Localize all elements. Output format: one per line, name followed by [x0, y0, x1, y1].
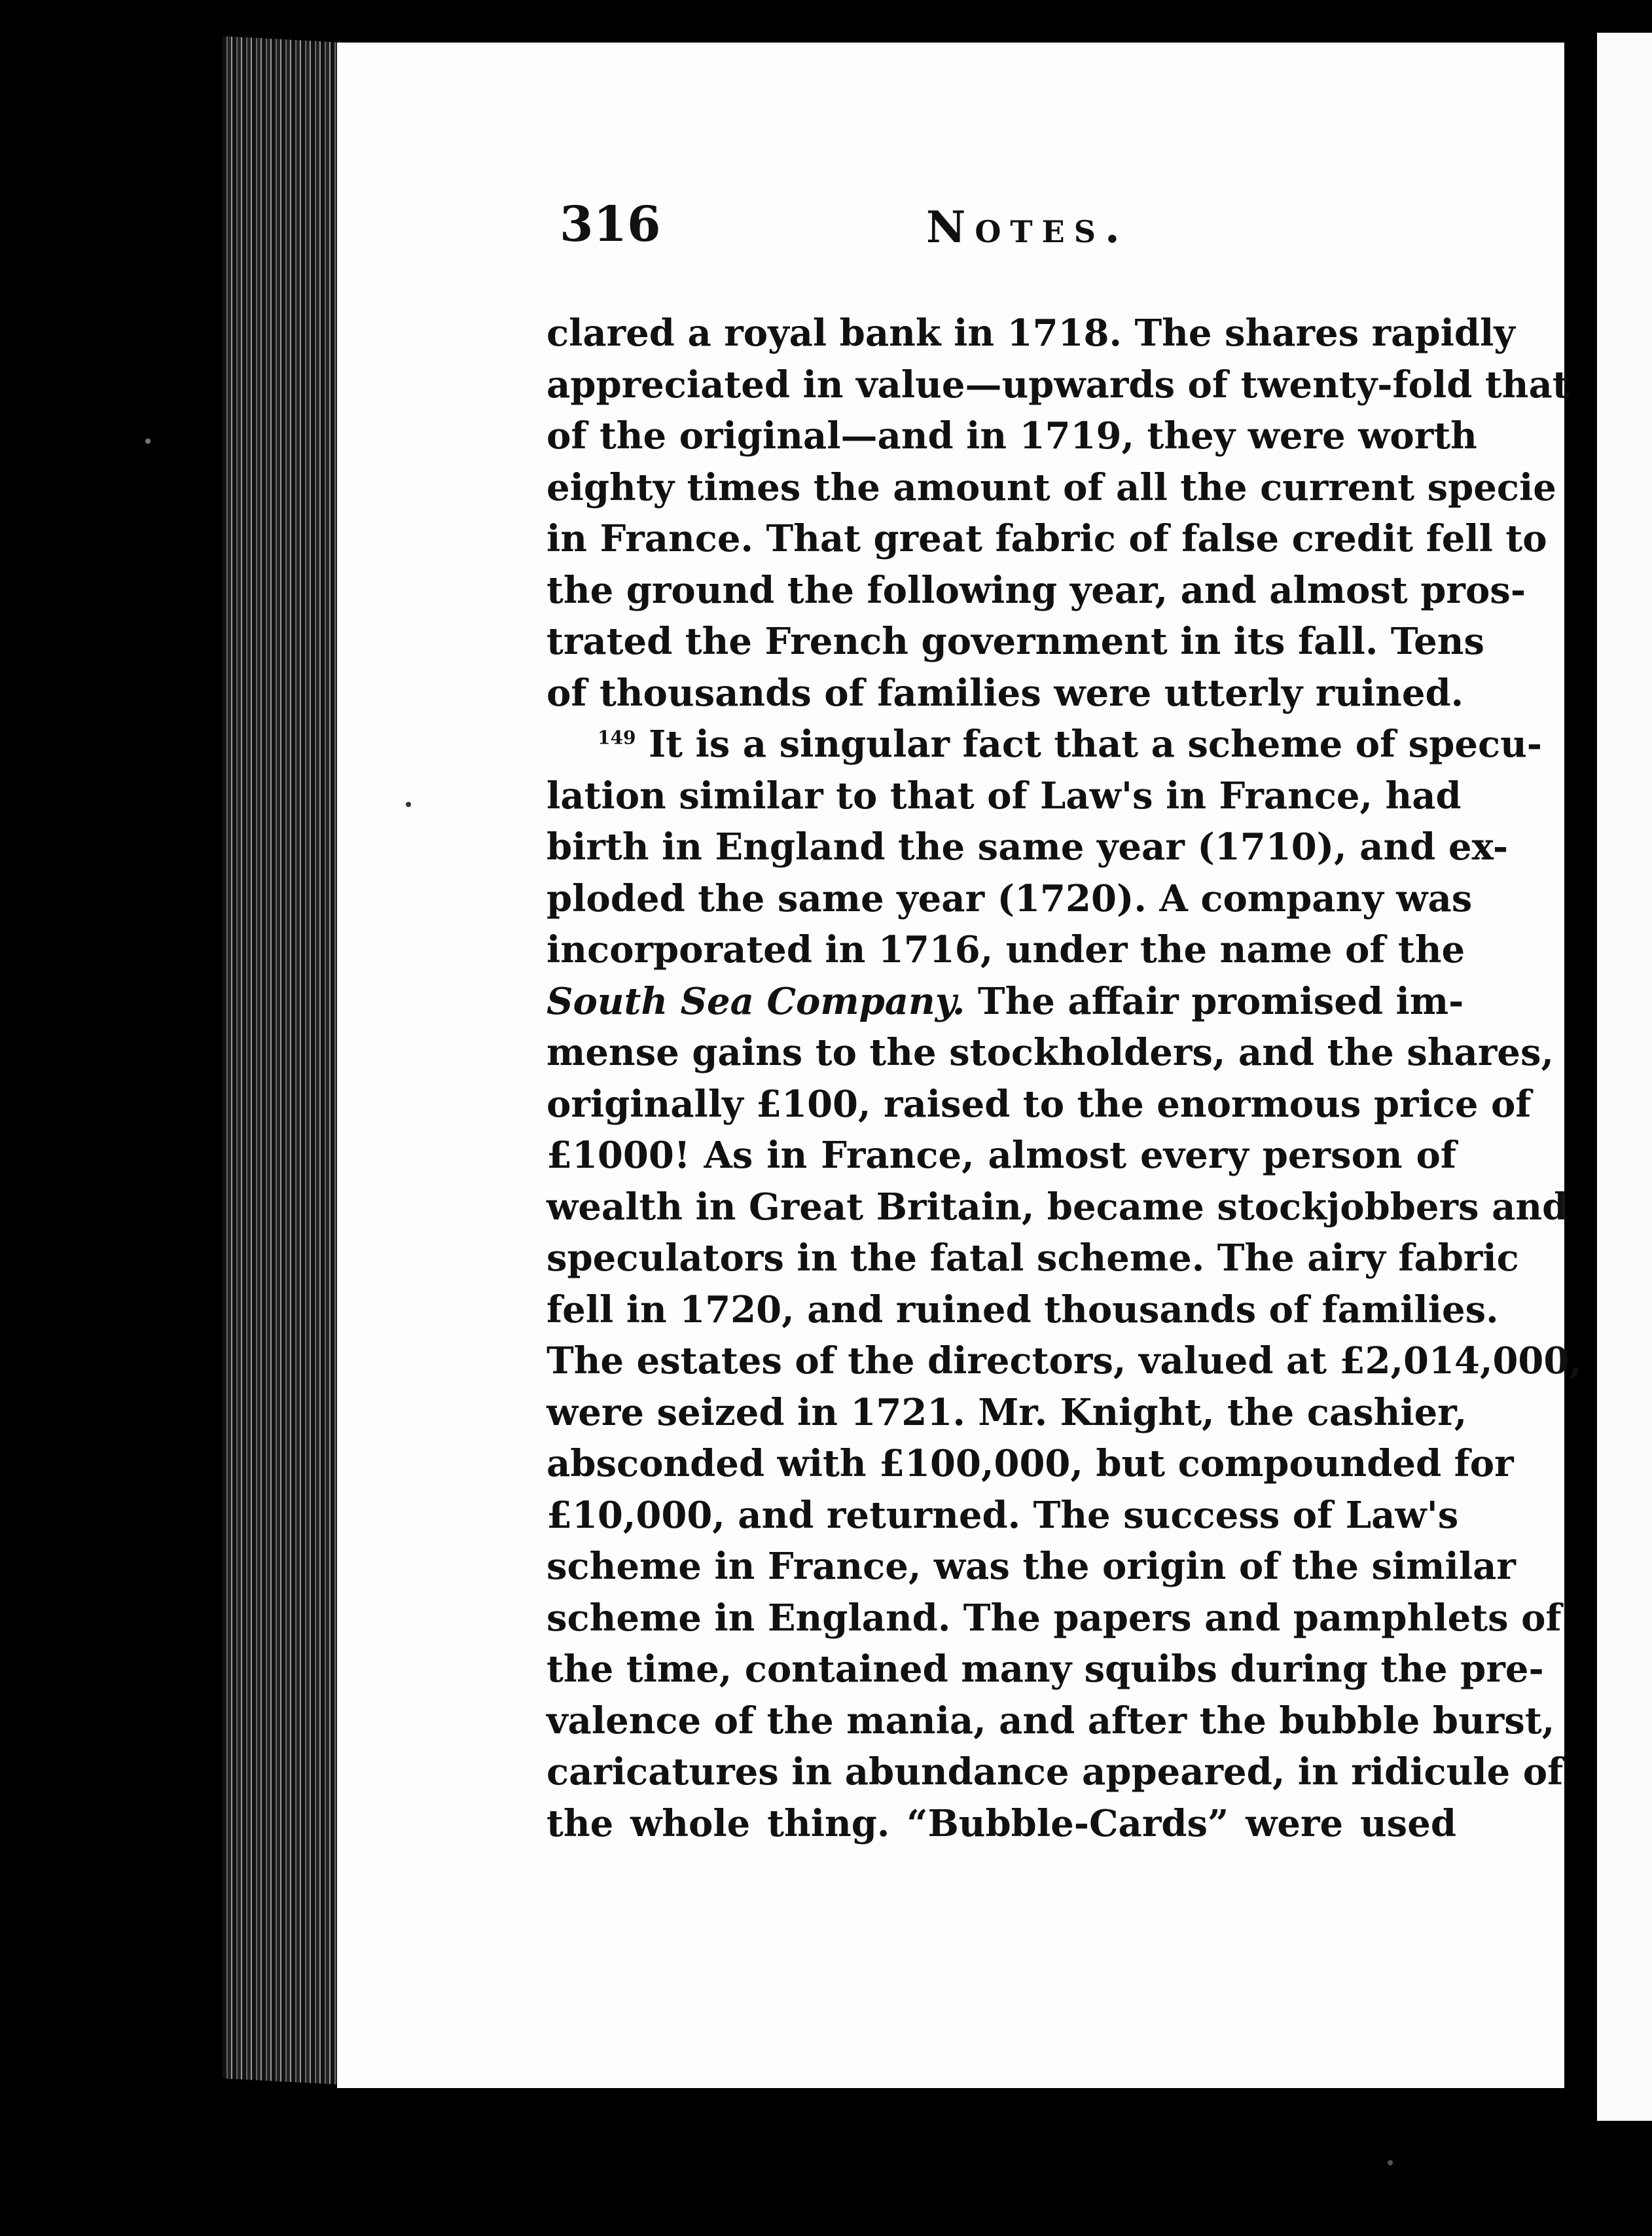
text-line: clared a royal bank in 1718. The shares rapidly: [547, 312, 1515, 355]
margin-speck: [145, 439, 151, 444]
text-line: originally £100, raised to the enormous price of: [547, 1082, 1532, 1126]
text-line: the ground the following year, and almost pros-: [547, 568, 1526, 612]
text-line: caricatures in abundance appeared, in ridicule of: [547, 1750, 1564, 1794]
note-first-line: It is a singular fact that a scheme of specu-: [648, 723, 1543, 766]
running-title: Notes.: [926, 202, 1129, 253]
page-number: 316: [560, 196, 661, 253]
facing-page-edge: [1597, 33, 1652, 2121]
book-page-edges: [223, 36, 340, 2084]
text-line: incorporated in 1716, under the name of the: [547, 928, 1465, 971]
note-149: [547, 719, 1582, 1849]
text-line: £1000! As in France, almost every person of: [547, 1134, 1456, 1177]
text-line: of the original—and in 1719, they were worth: [547, 414, 1477, 458]
text-line: trated the French government in its fall. Tens: [547, 620, 1484, 663]
text-line: valence of the mania, and after the bubble burst,: [547, 1699, 1555, 1742]
text-line: mense gains to the stockholders, and the shares,: [547, 1031, 1554, 1074]
italic-company-name: South Sea Company.: [547, 979, 965, 1023]
text-line: the whole thing. “Bubble-Cards” were used: [547, 1801, 1456, 1845]
text-line: eighty times the amount of all the current specie: [547, 465, 1556, 509]
text-line: speculators in the fatal scheme. The airy fabric: [547, 1236, 1519, 1280]
text-line: in France. That great fabric of false credit fell to: [547, 517, 1547, 560]
text-line: lation similar to that of Law's in France, had: [547, 774, 1462, 818]
text-line: appreciated in value—upwards of twenty-fold that: [547, 363, 1570, 406]
text-line: birth in England the same year (1710), and ex-: [547, 825, 1509, 869]
body-text: [547, 308, 1582, 1849]
text-line: ploded the same year (1720). A company was: [547, 876, 1473, 920]
text-line: [547, 719, 1543, 770]
text-line: absconded with £100,000, but compounded for: [547, 1442, 1514, 1485]
paragraph-continued: [547, 308, 1570, 719]
text-line: were seized in 1721. Mr. Knight, the cashier,: [547, 1390, 1467, 1434]
note-number: 149: [598, 727, 636, 749]
text-line: [547, 976, 1464, 1028]
text-line: wealth in Great Britain, became stockjobbers and: [547, 1185, 1568, 1229]
margin-speck: [1388, 2160, 1393, 2165]
text-line: The estates of the directors, valued at £2,014,000,: [547, 1339, 1582, 1382]
text-line: the time, contained many squibs during the pre-: [547, 1648, 1544, 1691]
running-head: [560, 196, 1129, 268]
margin-speck: [406, 802, 411, 807]
text-line: £10,000, and returned. The success of Law's: [547, 1493, 1459, 1537]
text-line: scheme in England. The papers and pamphlets of: [547, 1596, 1562, 1640]
text-line: scheme in France, was the origin of the similar: [547, 1545, 1516, 1588]
text-line: fell in 1720, and ruined thousands of families.: [547, 1288, 1499, 1331]
text-line: of thousands of families were utterly ruined.: [547, 671, 1464, 715]
line-rest: The affair promised im-: [977, 979, 1464, 1023]
